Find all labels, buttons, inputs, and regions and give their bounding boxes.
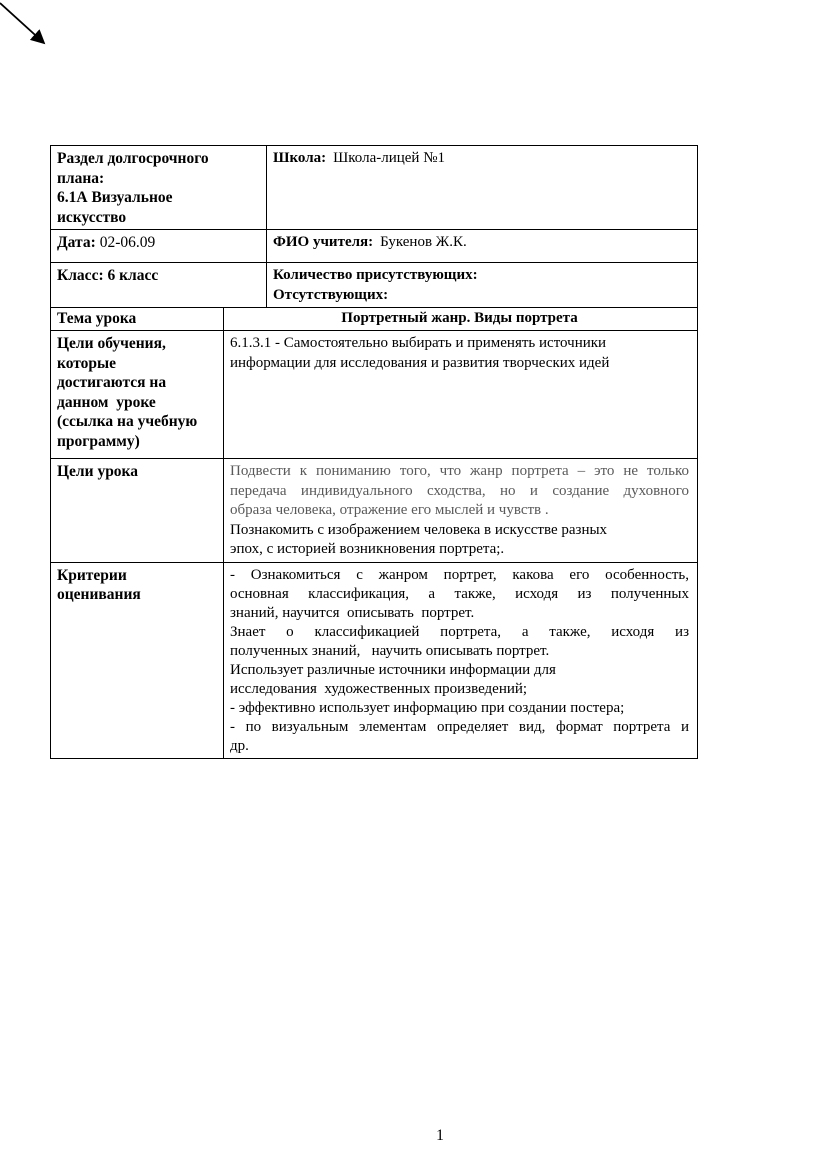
class-cell <box>51 263 267 307</box>
criteria-line: основная классификация, а также, исходя из полученных <box>230 585 689 602</box>
absent-label: Отсутствующих: <box>273 286 389 303</box>
criteria-line: Использует различные источники информации для <box>230 661 556 678</box>
criteria-line: Знает о классификацией портрета, а также, исходя из <box>230 623 689 640</box>
objectives-label-line: программу) <box>57 432 140 450</box>
criteria-label-cell <box>51 563 224 758</box>
criteria-line: полученных знаний, научить описывать портрет. <box>230 642 550 659</box>
theme-value: Портретный жанр. Виды портрета <box>341 310 578 326</box>
criteria-line: - эффективно использует информацию при создании постера; <box>230 699 625 716</box>
teacher-value: Букенов Ж.К. <box>380 234 467 250</box>
table-row-goals <box>51 458 697 562</box>
table-row-section <box>51 146 697 229</box>
date-value: 02-06.09 <box>99 234 156 251</box>
section-label-line: искусство <box>57 208 127 226</box>
lesson-plan-table <box>50 145 698 759</box>
class-label: Класс: 6 класс <box>57 267 159 284</box>
section-label-line: Раздел долгосрочного <box>57 150 209 167</box>
criteria-line: др. <box>230 737 249 754</box>
goals-black-line: эпох, с историей возникновения портрета;. <box>230 541 505 557</box>
school-label: Школа: <box>273 150 327 166</box>
attendance-cell <box>267 263 697 307</box>
objectives-value-cell <box>224 331 697 458</box>
school-cell <box>267 146 697 229</box>
criteria-label-line: оценивания <box>57 585 141 603</box>
objectives-value-line: 6.1.3.1 - Самостоятельно выбирать и применять источники <box>230 335 607 351</box>
section-label-line: плана: <box>57 169 105 187</box>
objectives-label-line: Цели обучения, <box>57 335 166 352</box>
table-row-criteria <box>51 562 697 758</box>
objectives-label-line: (ссылка на учебную <box>57 413 198 430</box>
criteria-line: знаний, научится описывать портрет. <box>230 604 475 621</box>
objectives-value-line: информации для исследования и развития творческих идей <box>230 354 610 371</box>
goals-gray-line: Подвести к пониманию того, что жанр портрета – это не только <box>230 463 689 479</box>
criteria-line: - по визуальным элементам определяет вид, формат портрета и <box>230 718 689 735</box>
objectives-label-line: данном уроке <box>57 393 156 411</box>
teacher-label: ФИО учителя: <box>273 234 374 250</box>
present-label: Количество присутствующих: <box>273 267 478 283</box>
date-label: Дата: <box>57 234 96 251</box>
goals-label: Цели урока <box>57 463 139 480</box>
goals-value-cell <box>224 459 697 562</box>
criteria-line: исследования художественных произведений; <box>230 680 528 697</box>
date-cell <box>51 230 267 262</box>
teacher-cell <box>267 230 697 262</box>
school-value: Школа-лицей №1 <box>333 150 446 166</box>
criteria-line: - Ознакомиться с жанром портрет, какова его особенность, <box>230 566 689 583</box>
goals-black-line: Познакомить с изображением человека в искусстве разных <box>230 521 608 538</box>
goals-gray-line: образа человека, отражение его мыслей и чувств . <box>230 502 549 518</box>
goals-label-cell <box>51 459 224 562</box>
criteria-value-cell <box>224 563 697 758</box>
objectives-label-cell <box>51 331 224 458</box>
arrow-annotation <box>0 0 64 64</box>
theme-value-cell <box>224 308 697 330</box>
table-row-theme <box>51 307 697 330</box>
section-label-line: 6.1А Визуальное <box>57 189 173 206</box>
goals-gray-line: передача индивидуального сходства, но и создание духовного <box>230 482 689 499</box>
section-label-cell <box>51 146 267 229</box>
table-row-objectives <box>51 330 697 458</box>
theme-label-cell <box>51 308 224 330</box>
theme-label: Тема урока <box>57 310 137 327</box>
objectives-label-line: достигаются на <box>57 374 167 391</box>
table-row-class <box>51 262 697 307</box>
table-row-date <box>51 229 697 262</box>
criteria-label-line: Критерии <box>57 566 127 584</box>
page-number: 1 <box>436 1127 444 1144</box>
objectives-label-line: которые <box>57 354 117 372</box>
arrow-icon <box>0 0 64 64</box>
